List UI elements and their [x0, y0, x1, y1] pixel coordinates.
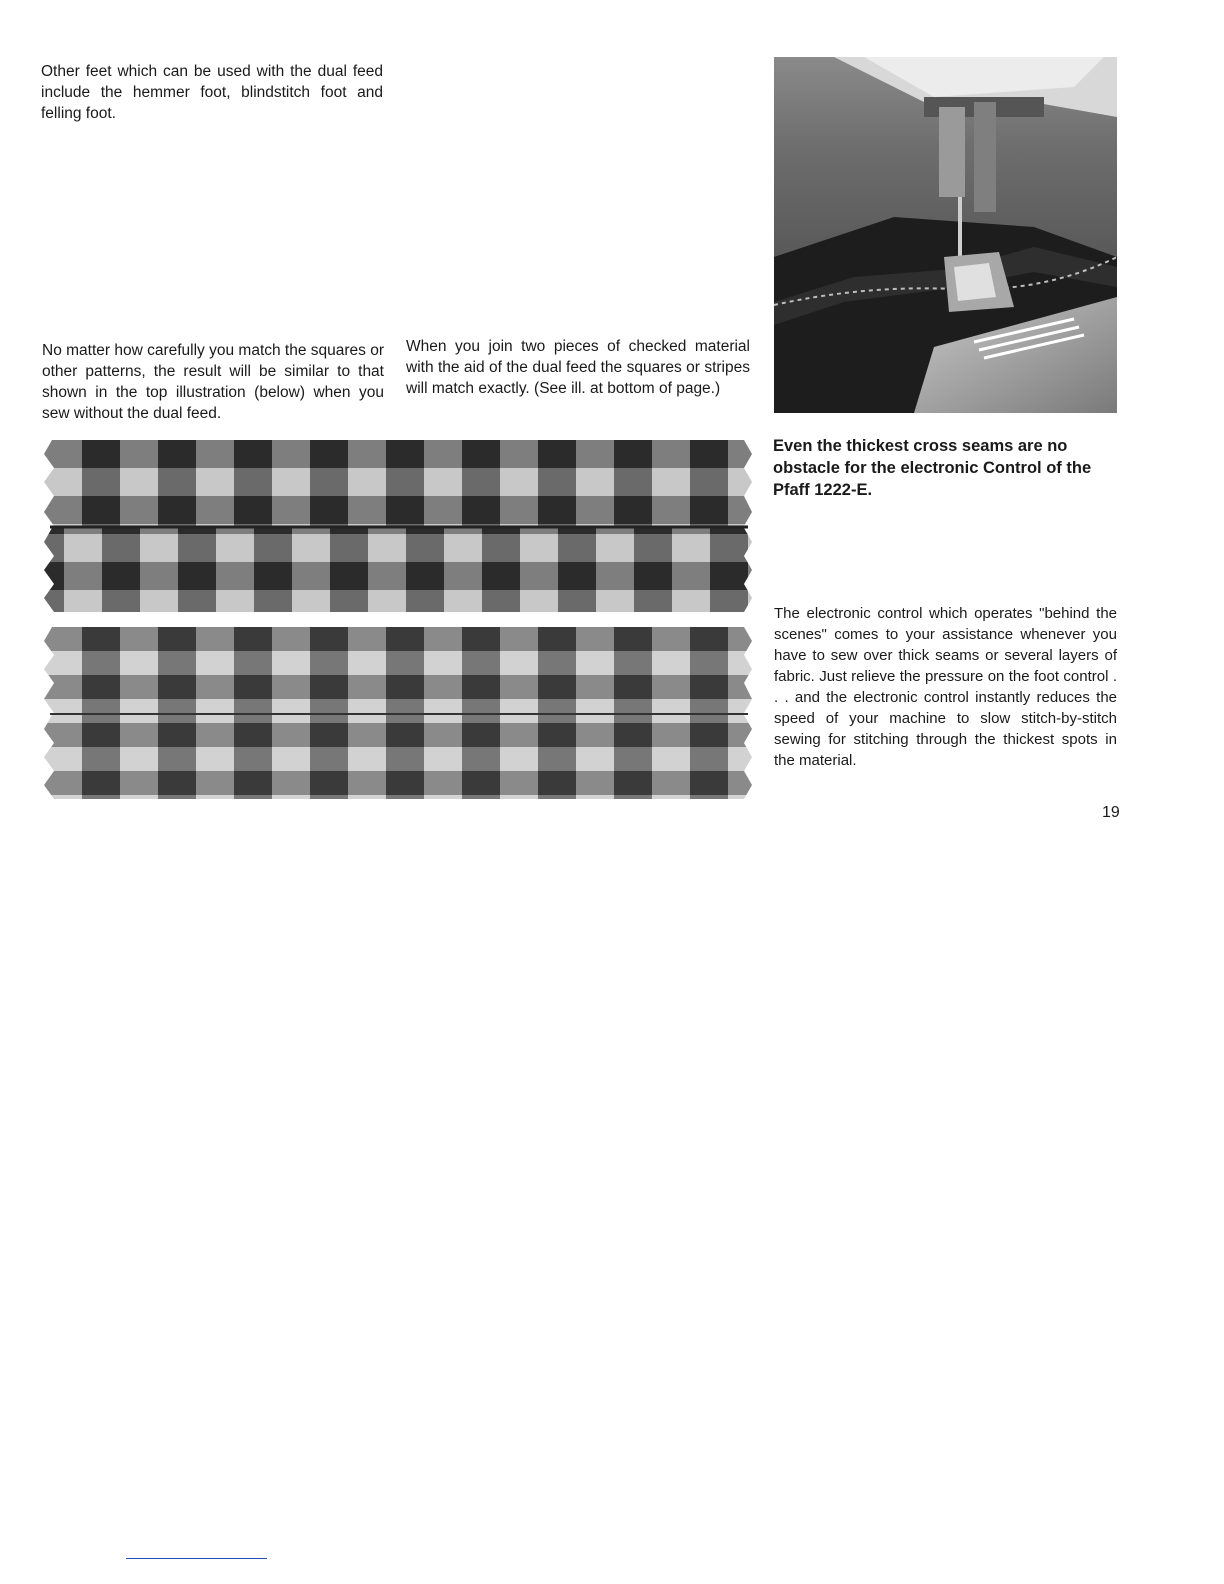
- footer-rule: [126, 1558, 267, 1559]
- checked-fabric-with-dual-feed: [44, 627, 752, 799]
- with-dual-feed-paragraph: When you join two pieces of checked material with the aid of the dual feed the squares or stripes will match exactly. (See ill. at bottom of page.): [406, 338, 750, 397]
- intro-paragraph: Other feet which can be used with the dual feed include the hemmer foot, blindstitch foot and felling foot.: [41, 63, 383, 122]
- sewing-machine-photo: [774, 57, 1117, 413]
- electronic-control-paragraph: The electronic control which operates "behind the scenes" comes to your assistance whenever you have to sew over thick seams or several layers of fabric. Just relieve the pressure on the foot control . . . and the electronic control instantly reduces the speed of your machine to slow stitch-by-stitch sewing for stitching through the thickest spots in the material.: [774, 605, 1117, 769]
- without-dual-feed-paragraph: No matter how carefully you match the squares or other patterns, the result will be similar to that shown in the top illustration (below) when you sew without the dual feed.: [42, 342, 385, 422]
- photo-caption: Even the thickest cross seams are no obstacle for the electronic Control of the Pfaff 1222-E.: [773, 437, 1092, 499]
- page-number: 19: [1102, 804, 1120, 821]
- checked-fabric-without-dual-feed: [44, 440, 752, 612]
